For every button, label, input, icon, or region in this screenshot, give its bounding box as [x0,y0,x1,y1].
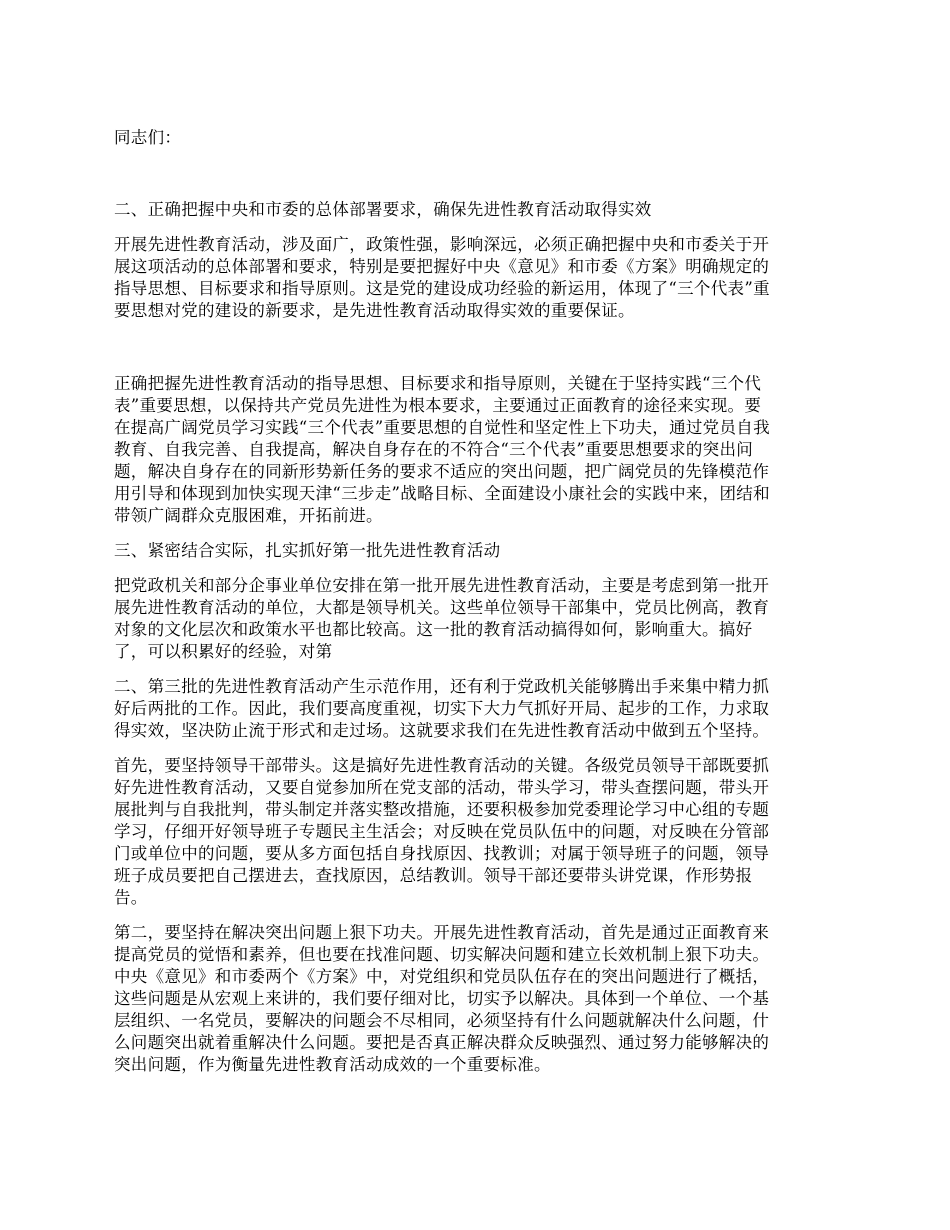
text-line: 层组织、一名党员，要解决的问题会不尽相同，必须坚持有什么问题就解决什么问题，什 [114,1011,770,1030]
text-line: 指导思想、目标要求和指导原则。这是党的建设成功经验的新运用，体现了“三个代表”重 [114,279,770,298]
text-line: 得实效，坚决防止流于形式和走过场。这就要求我们在先进性教育活动中做到五个坚持。 [114,721,770,740]
text-line: 二、正确把握中央和市委的总体部署要求，确保先进性教育活动取得实效 [114,200,652,219]
text-line: 带领广阔群众克服困难，开拓前进。 [114,506,383,525]
text-line: 把党政机关和部分企事业单位安排在第一批开展先进性教育活动，主要是考虑到第一批开 [114,576,770,595]
text-line: 了，可以积累好的经验，对第 [114,642,333,661]
text-line: 告。 [114,888,148,907]
text-line: 开展先进性教育活动，涉及面广，政策性强，影响深远，必须正确把握中央和市委关于开 [114,235,770,254]
text-line: 二、第三批的先进性教育活动产生示范作用，还有利于党政机关能够腾出手来集中精力抓 [114,677,770,696]
text-line: 第二，要坚持在解决突出问题上狠下功夫。开展先进性教育活动，首先是通过正面教育来 [114,923,770,942]
text-line: 班子成员要把自己摆进去，查找原因，总结教训。领导干部还要带头讲党课，作形势报 [114,866,753,885]
text-line: 题，解决自身存在的同新形势新任务的要求不适应的突出问题，把广阔党员的先锋模范作 [114,462,770,481]
text-line: 提高党员的觉悟和素养，但也要在找准问题、切实解决问题和建立长效机制上狠下功夫。 [114,945,770,964]
greeting-line: 同志们： [114,128,182,147]
text-line: 好后两批的工作。因此，我们要高度重视，切实下大力气抓好开局、起步的工作，力求取 [114,699,770,718]
text-line: 三、紧密结合实际，扎实抓好第一批先进性教育活动 [114,541,501,560]
text-line: 展这项活动的总体部署和要求，特别是要把握好中央《意见》和市委《方案》明确规定的 [114,257,770,276]
text-line: 展批判与自我批判，带头制定并落实整改措施，还要积极参加党委理论学习中心组的专题 [114,800,770,819]
text-line: 好先进性教育活动，又要自觉参加所在党支部的活动，带头学习，带头查摆问题，带头开 [114,778,770,797]
text-line: 用引导和体现到加快实现天津“三步走”战略目标、全面建设小康社会的实践中来，团结和 [114,484,770,503]
text-line: 展先进性教育活动的单位，大都是领导机关。这些单位领导干部集中，党员比例高，教育 [114,598,770,617]
text-line: 突出问题，作为衡量先进性教育活动成效的一个重要标准。 [114,1055,551,1074]
text-line: 对象的文化层次和政策水平也都比较高。这一批的教育活动搞得如何，影响重大。搞好 [114,620,753,639]
text-line: 门或单位中的问题，要从多方面包括自身找原因、找教训；对属于领导班子的问题，领导 [114,844,770,863]
text-line: 教育、自我完善、自我提高，解决自身存在的不符合“三个代表”重要思想要求的突出问 [114,440,754,459]
text-line: 中央《意见》和市委两个《方案》中，对党组织和党员队伍存在的突出问题进行了概括， [114,967,770,986]
text-line: 学习，仔细开好领导班子专题民主生活会；对反映在党员队伍中的问题，对反映在分管部 [114,822,770,841]
text-line: 么问题突出就着重解决什么问题。要把是否真正解决群众反映强烈、通过努力能够解决的 [114,1033,770,1052]
text-line: 表”重要思想，以保持共产党员先进性为根本要求，主要通过正面教育的途径来实现。要 [114,396,762,415]
text-line: 这些问题是从宏观上来讲的，我们要仔细对比，切实予以解决。具体到一个单位、一个基 [114,989,770,1008]
text-line: 正确把握先进性教育活动的指导思想、目标要求和指导原则，关键在于坚持实践“三个代 [114,374,762,393]
text-line: 首先，要坚持领导干部带头。这是搞好先进性教育活动的关键。各级党员领导干部既要抓 [114,756,770,775]
text-line: 要思想对党的建设的新要求，是先进性教育活动取得实效的重要保证。 [114,301,635,320]
text-line: 在提高广阔党员学习实践“三个代表”重要思想的自觉性和坚定性上下功夫，通过党员自我 [114,418,770,437]
